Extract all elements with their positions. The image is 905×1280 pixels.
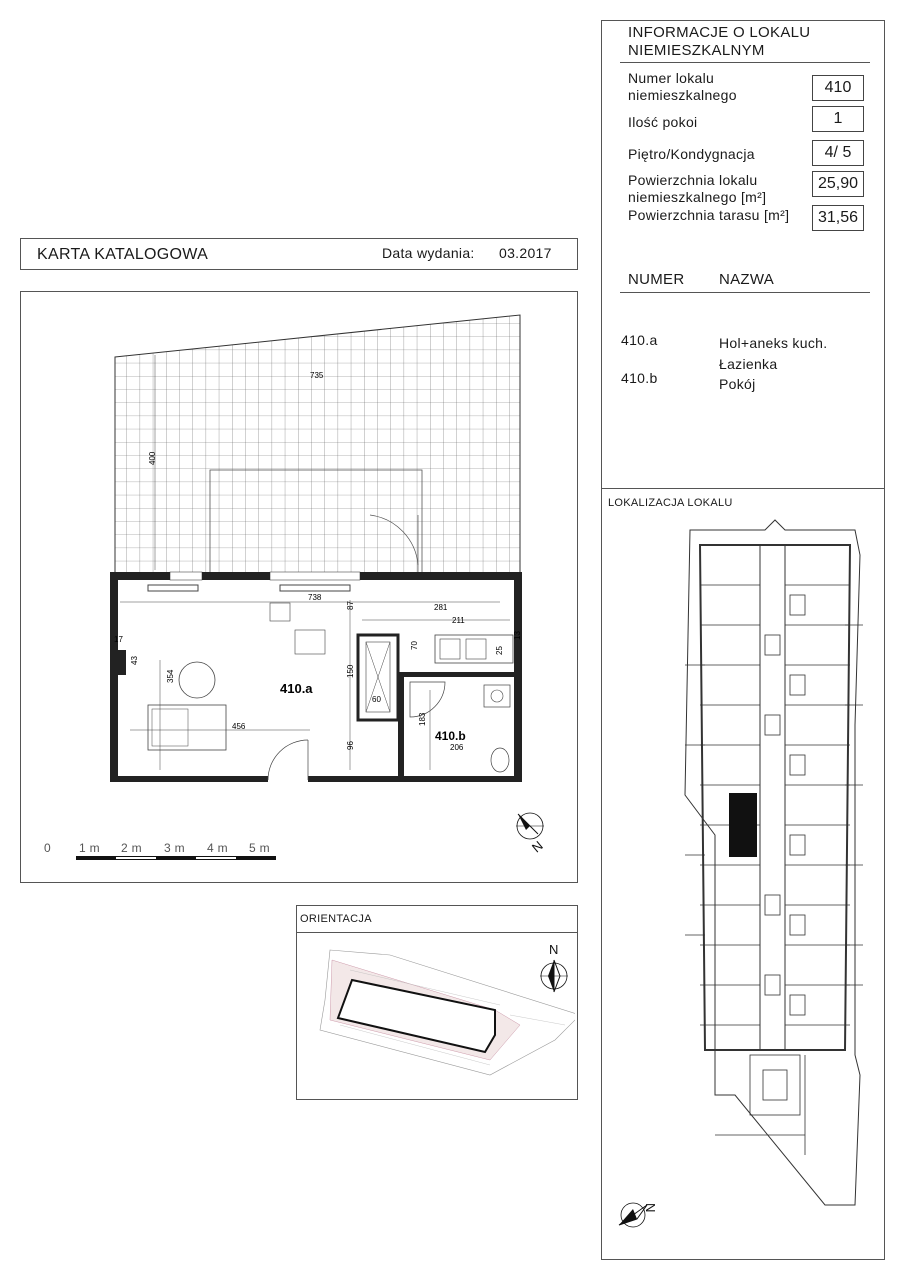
catalog-date-value: 03.2017 bbox=[499, 245, 552, 261]
floor-plan-drawing bbox=[100, 310, 540, 790]
orientation-title: ORIENTACJA bbox=[300, 913, 372, 925]
scale-bar bbox=[46, 855, 276, 861]
dim-354: 354 bbox=[166, 669, 175, 683]
field-label-area: Powierzchnia lokalu bbox=[628, 172, 758, 188]
dim-738: 738 bbox=[308, 593, 322, 602]
location-building-plan bbox=[605, 515, 881, 1255]
info-title-divider bbox=[620, 62, 870, 63]
dim-70: 70 bbox=[410, 641, 419, 650]
plan-compass-letter: N bbox=[528, 837, 546, 856]
info-title-line1: INFORMACJE O LOKALU bbox=[628, 24, 811, 41]
field-value-rooms: 1 bbox=[812, 106, 864, 132]
dim-87: 87 bbox=[346, 601, 355, 610]
dim-456: 456 bbox=[232, 722, 246, 731]
field-value-floor: 4/ 5 bbox=[812, 140, 864, 166]
dim-150: 150 bbox=[346, 664, 355, 678]
scale-3m: 3 m bbox=[164, 841, 185, 855]
field-label-rooms: Ilość pokoi bbox=[628, 114, 698, 130]
field-value-area: 25,90 bbox=[812, 171, 864, 197]
room-a-label: 410.a bbox=[280, 681, 313, 696]
field-label-unit-number: Numer lokalu bbox=[628, 70, 715, 86]
field-label-floor: Piętro/Kondygnacja bbox=[628, 146, 755, 162]
scale-1m: 1 m bbox=[79, 841, 100, 855]
location-compass-letter: N bbox=[643, 1203, 658, 1213]
room-number-1: 410.a bbox=[621, 332, 658, 348]
dim-13: 13 bbox=[513, 631, 522, 640]
info-title-line2: NIEMIESZKALNYM bbox=[628, 42, 765, 59]
dim-60: 60 bbox=[372, 695, 381, 704]
rooms-col-name: NAZWA bbox=[719, 271, 775, 288]
room-name-3: Pokój bbox=[719, 376, 756, 392]
field-label-unit-number-2: niemieszkalnego bbox=[628, 87, 737, 103]
dim-183: 183 bbox=[418, 712, 427, 726]
rooms-header-divider bbox=[620, 292, 870, 293]
field-label-terrace: Powierzchnia tarasu [m²] bbox=[628, 207, 790, 223]
room-number-2: 410.b bbox=[621, 370, 658, 386]
dim-211: 211 bbox=[452, 616, 465, 625]
room-name-2: Łazienka bbox=[719, 356, 778, 372]
location-highlighted-unit bbox=[729, 793, 757, 857]
field-value-unit-number: 410 bbox=[812, 75, 864, 101]
dim-25: 25 bbox=[495, 646, 504, 655]
dim-96: 96 bbox=[346, 741, 355, 750]
dim-206: 206 bbox=[450, 743, 464, 752]
scale-4m: 4 m bbox=[207, 841, 228, 855]
location-title: LOKALIZACJA LOKALU bbox=[608, 497, 733, 509]
scale-5m: 5 m bbox=[249, 841, 270, 855]
room-b-label: 410.b bbox=[435, 729, 466, 743]
room-name-1: Hol+aneks kuch. bbox=[719, 335, 828, 351]
plan-compass bbox=[508, 800, 554, 858]
rooms-col-number: NUMER bbox=[628, 271, 685, 288]
field-value-terrace: 31,56 bbox=[812, 205, 864, 231]
orientation-divider bbox=[296, 932, 578, 933]
location-divider bbox=[601, 488, 885, 489]
dim-43: 43 bbox=[130, 656, 139, 665]
catalog-date-label: Data wydania: bbox=[382, 245, 475, 261]
orientation-compass-letter: N bbox=[549, 942, 559, 957]
scale-2m: 2 m bbox=[121, 841, 142, 855]
scale-0: 0 bbox=[44, 841, 51, 855]
field-label-area-2: niemieszkalnego [m²] bbox=[628, 189, 767, 205]
orientation-compass bbox=[536, 940, 572, 1000]
dim-735: 735 bbox=[310, 371, 324, 380]
catalog-title: KARTA KATALOGOWA bbox=[37, 246, 209, 263]
dim-281: 281 bbox=[434, 603, 448, 612]
dim-400: 400 bbox=[148, 451, 157, 465]
dim-17: 17 bbox=[114, 635, 123, 644]
